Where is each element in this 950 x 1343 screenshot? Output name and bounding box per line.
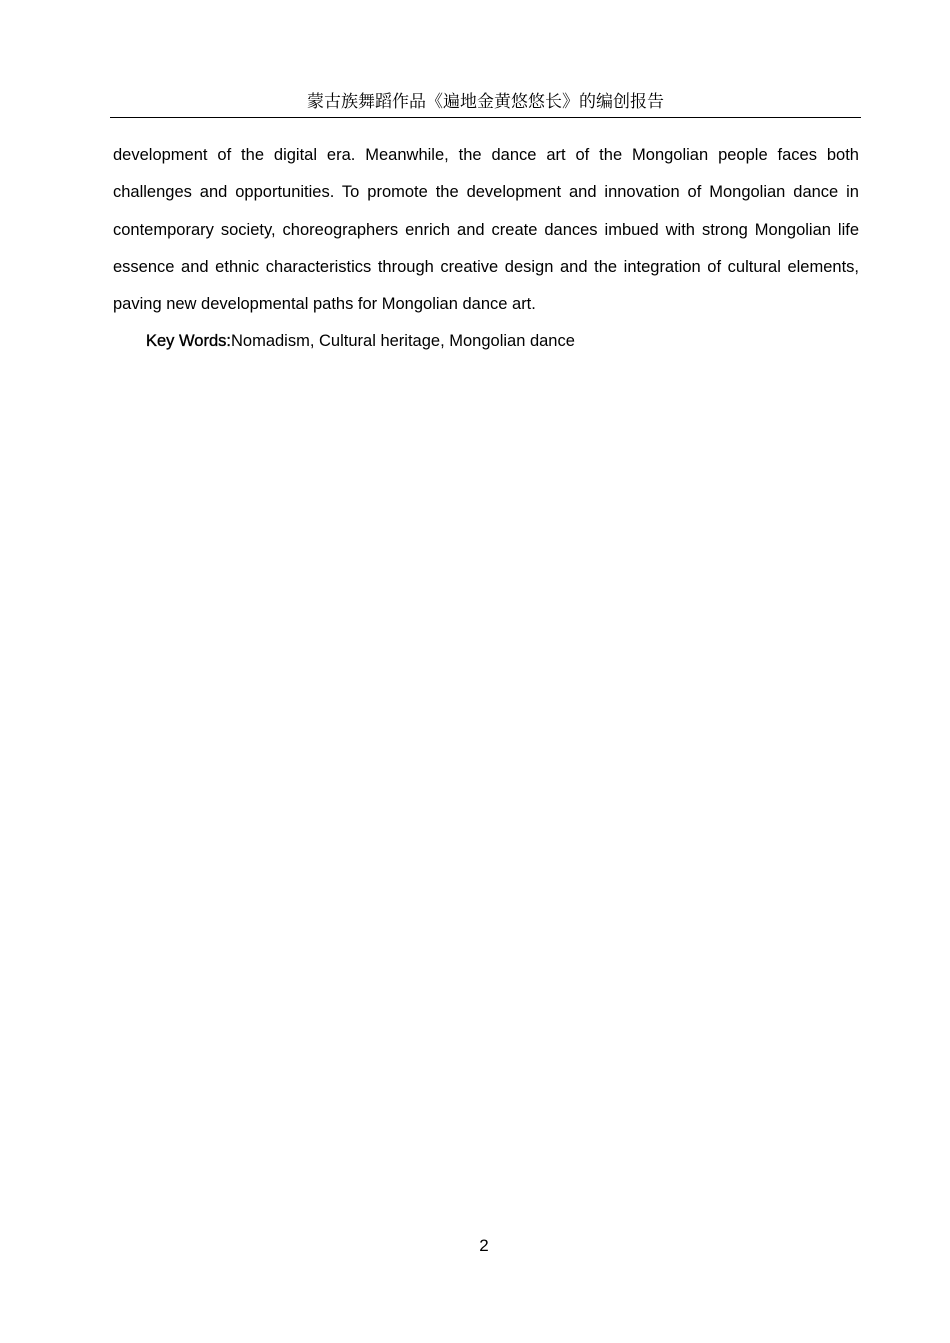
keywords-label: Key Words:: [146, 332, 231, 350]
keywords-value: Nomadism, Cultural heritage, Mongolian dance: [230, 332, 575, 350]
page-number: 2: [479, 1236, 489, 1255]
keywords-line: [146, 323, 846, 360]
header-title: 蒙古族舞蹈作品《遍地金黄悠悠长》的编创报告: [307, 92, 664, 112]
running-header: [110, 88, 861, 118]
abstract-paragraph: development of the digital era. Meanwhile, the dance art of the Mongolian people faces both challenges and opportunities. To promote the development and innovation of Mongolian dance in contemporary society, choreographers enrich and create dances imbued with strong Mongolian life essence and ethnic characteristics through creative design and the integration of cultural elements, paving new developmental paths for Mongolian dance art.: [113, 146, 859, 314]
